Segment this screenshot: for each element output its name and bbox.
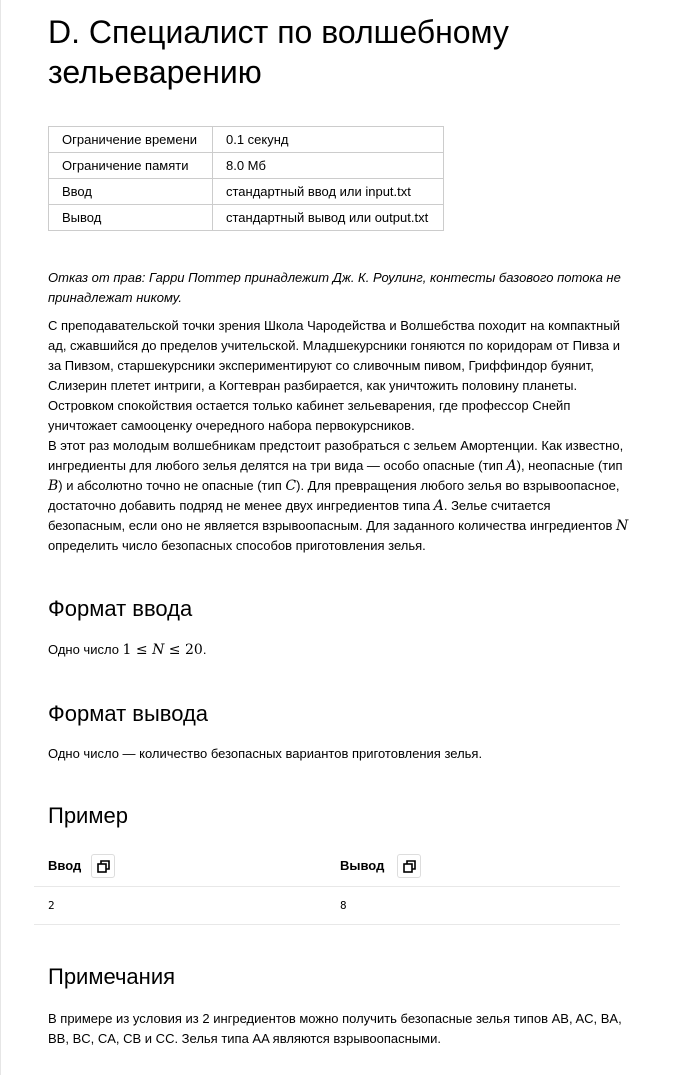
example-heading: Пример: [48, 803, 128, 828]
math-var-a: A: [433, 498, 444, 514]
math-var-c: C: [285, 478, 297, 494]
limit-label: Вывод: [49, 205, 213, 231]
math-var-n: N: [152, 642, 165, 658]
statement-paragraph-2: [48, 436, 630, 556]
limits-row-output: [49, 205, 444, 231]
notes-heading: Примечания: [48, 964, 176, 989]
math-var-b: B: [48, 478, 59, 494]
limit-value: 0.1 секунд: [213, 127, 444, 153]
text: ), неопасные (тип: [516, 458, 623, 473]
output-format-heading: Формат вывода: [48, 701, 209, 726]
limit-label: Ограничение времени: [49, 127, 213, 153]
math-var-a: A: [506, 458, 517, 474]
text: ) и абсолютно точно не опасные (тип: [58, 478, 286, 493]
output-format-text: Одно число — количество безопасных вариантов приготовления зелья.: [48, 746, 483, 761]
limits-row-input: [49, 179, 444, 205]
text: определить число безопасных способов приготовления зелья.: [48, 538, 426, 553]
math-le: ≤: [164, 642, 185, 658]
input-format-text: [48, 640, 630, 660]
text: В этот раз молодым волшебникам предстоит разобраться с зельем Амортенции. Как известно, ингредиенты для любого зелья делятся на три вида — особо опасные (тип: [48, 438, 624, 473]
left-border: [0, 0, 1, 1075]
limit-label: Ввод: [49, 179, 213, 205]
text: Одно число: [48, 642, 123, 657]
example-output-value: 8: [340, 899, 347, 912]
limit-value: 8.0 Мб: [213, 153, 444, 179]
problem-title: D. Специалист по волшебному зельеварению: [48, 14, 509, 90]
example-divider: [34, 886, 620, 887]
math-le: ≤: [131, 642, 153, 658]
statement-paragraph-1: С преподавательской точки зрения Школа Чародейства и Волшебства походит на компактный ад, сжавшийся до пределов учительской. Младшекурсники гоняются по коридорам от Пивза и за Пивзом, старшекурсники экспериментируют со сливочным пивом, Гриффиндор буянит, Слизерин плетет интриги, а Когтевран разбирается, как уничтожить половину планеты. Островком спокойствия остается только кабинет зельеварения, где профессор Снейп уничтожает самооценку очередного набора первокурсников.: [48, 318, 621, 433]
text: .: [202, 642, 207, 657]
math-number: 1: [122, 642, 132, 658]
example-output-label: Вывод: [340, 858, 385, 873]
example-input-label: Ввод: [48, 858, 82, 873]
example-divider: [34, 924, 620, 925]
legend-disclaimer: Отказ от прав: Гарри Поттер принадлежит Дж. К. Роулинг, контесты базового потока не принадлежат никому.: [48, 270, 621, 305]
limit-value: стандартный ввод или input.txt: [213, 179, 444, 205]
limit-label: Ограничение памяти: [49, 153, 213, 179]
text: ). Для превращения любого зелья во взрывоопасное, достаточно добавить подряд не менее двух ингредиентов типа: [48, 478, 620, 513]
limits-row-time: [49, 127, 444, 153]
input-format-heading: Формат ввода: [48, 596, 193, 621]
math-var-n: N: [616, 518, 629, 534]
copy-input-button[interactable]: [91, 854, 115, 878]
notes-text: В примере из условия из 2 ингредиентов можно получить безопасные зелья типов AB, AC, BA, BB, BC, CA, CB и CC. Зелья типа AA являются взрывоопасными.: [48, 1011, 622, 1046]
copy-icon: [403, 860, 416, 873]
limit-value: стандартный вывод или output.txt: [213, 205, 444, 231]
copy-icon: [97, 860, 110, 873]
limits-row-memory: [49, 153, 444, 179]
math-number: 20: [185, 642, 203, 658]
example-input-value: 2: [48, 899, 55, 912]
limits-table: [48, 126, 444, 231]
text: . Зелье считается безопасным, если оно не является взрывоопасным. Для заданного количества ингредиентов: [48, 498, 616, 533]
copy-output-button[interactable]: [397, 854, 421, 878]
